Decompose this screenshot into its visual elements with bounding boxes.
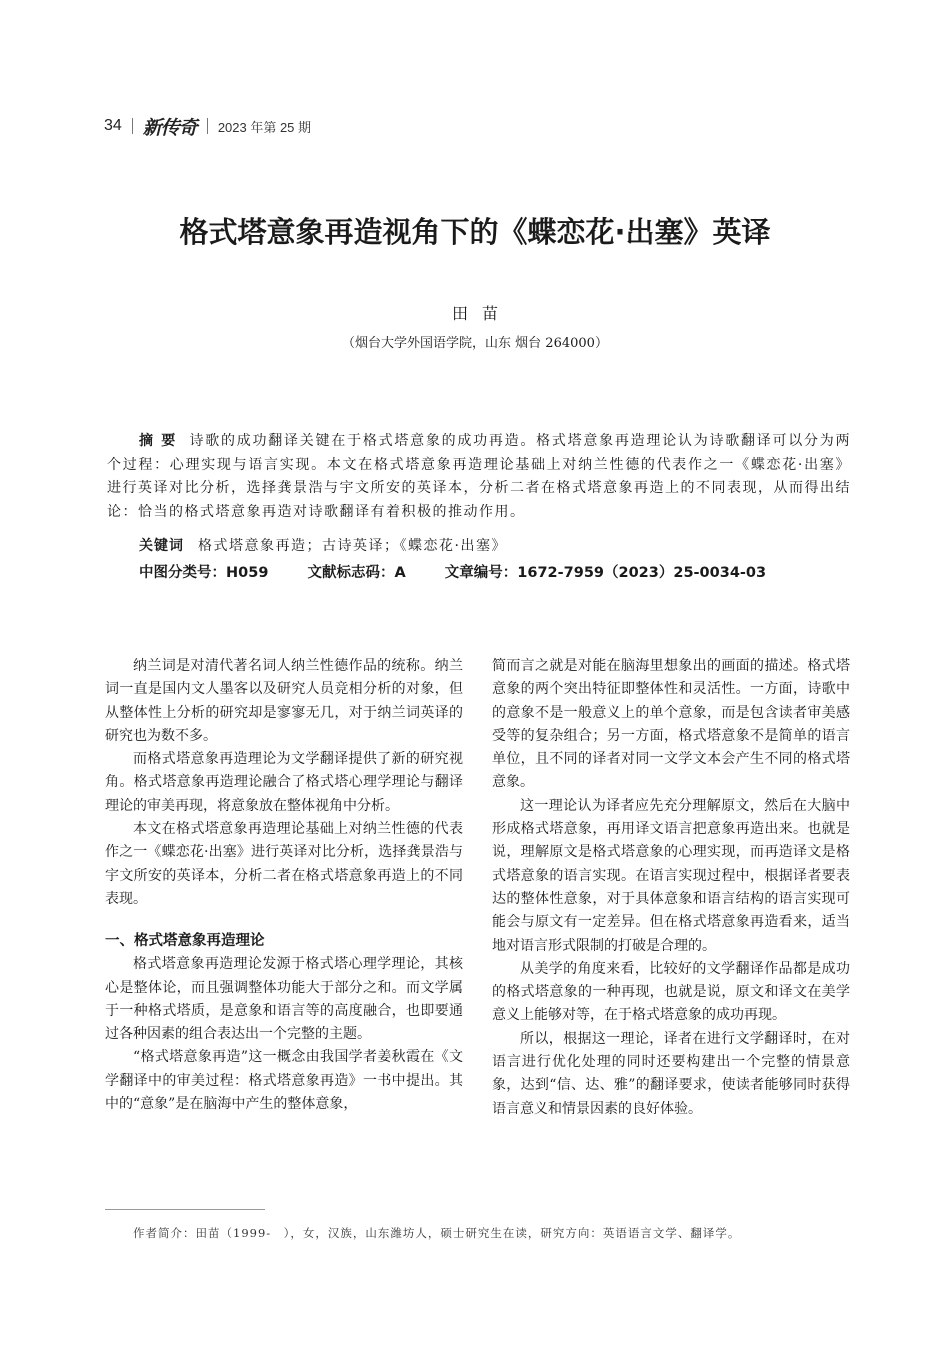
paragraph: “格式塔意象再造”这一概念由我国学者姜秋霞在《文学翻译中的审美过程：格式塔意象再造》一书中提出。其中的“意象”是在脑海中产生的整体意象， — [105, 1049, 463, 1113]
keywords — [139, 535, 507, 555]
page-number: 34 — [104, 117, 122, 134]
abstract-label: 摘要 — [139, 433, 184, 449]
paragraph: 从美学的角度来看，比较好的文学翻译作品都是成功的格式塔意象的一种再现，也就是说，原文和译文在美学意义上能够对等，在于格式塔意象的成功再现。 — [492, 960, 850, 1024]
paragraph: 本文在格式塔意象再造理论基础上对纳兰性德的代表作之一《蝶恋花·出塞》进行英译对比分析，选择龚景浩与宇文所安的英译本，分析二者在格式塔意象再造上的不同表现。 — [105, 821, 463, 907]
abstract-text: 诗歌的成功翻译关键在于格式塔意象的成功再造。格式塔意象再造理论认为诗歌翻译可以分为两个过程：心理实现与语言实现。本文在格式塔意象再造理论基础上对纳兰性德的代表作之一《蝶恋花·出塞》进行英译对比分析，选择龚景浩与宇文所安的英译本，分析二者在格式塔意象再造上的不同表现，从而得出结论：恰当的格式塔意象再造对诗歌翻译有着积极的推动作用。 — [107, 433, 852, 520]
author-footnote: 作者简介：田苗（1999- ），女，汉族，山东潍坊人，硕士研究生在读，研究方向：英语语言文学、翻译学。 — [133, 1226, 741, 1240]
article-id: 文章编号：1672-7959（2023）25-0034-03 — [444, 565, 767, 581]
paragraph: 所以，根据这一理论，译者在进行文学翻译时，在对语言进行优化处理的同时还要构建出一个完整的情景意象，达到“信、达、雅”的翻译要求，使读者能够同时获得语言意义和情景因素的良好体验。 — [492, 1030, 850, 1117]
article-title: 格式塔意象再造视角下的《蝶恋花·出塞》英译 — [179, 215, 771, 249]
body-column-right — [492, 655, 850, 1121]
paragraph: 纳兰词是对清代著名词人纳兰性德作品的统称。纳兰词一直是国内文人墨客以及研究人员竞相分析的对象，但从整体性上分析的研究却是寥寥无几，对于纳兰词英译的研究也为数不多。 — [105, 658, 463, 744]
paragraph: 格式塔意象再造理论发源于格式塔心理学理论，其核心是整体论，而且强调整体功能大于部分之和。而文学属于一种格式塔质，是意象和语言等的高度融合，也即要通过各种因素的组合表达出一个完整的主题。 — [105, 956, 463, 1043]
issue-label: 2023 年第 25 期 — [217, 119, 312, 135]
journal-logo: 新传奇 — [142, 116, 197, 139]
section-heading: 一、格式塔意象再造理论 — [105, 933, 265, 950]
classification-line — [139, 561, 766, 582]
keywords-label: 关键词 — [139, 538, 184, 554]
abstract — [107, 430, 851, 524]
author-affiliation: （烟台大学外国语学院，山东 烟台 264000） — [342, 336, 608, 351]
paragraph-continued: 简而言之就是对能在脑海里想象出的画面的描述。格式塔意象的两个突出特征即整体性和灵活性。一方面，诗歌中的意象不是一般意义上的单个意象，而是包含读者审美感受等的复杂组合；另一方面，格式塔意象不是简单的语言单位，且不同的译者对同一文学文本会产生不同的格式塔意象。 — [492, 658, 850, 791]
author-name: 田苗 — [451, 304, 512, 323]
header-divider — [132, 118, 133, 134]
keywords-text: 格式塔意象再造；古诗英译；《蝶恋花·出塞》 — [198, 538, 507, 554]
clc-number: 中图分类号：H059 — [139, 565, 269, 581]
running-header — [104, 112, 311, 140]
header-divider — [207, 118, 208, 134]
body-column-left — [105, 655, 463, 1116]
footnote-rule — [105, 1209, 265, 1210]
paragraph: 而格式塔意象再造理论为文学翻译提供了新的研究视角。格式塔意象再造理论融合了格式塔心理学理论与翻译理论的审美再现，将意象放在整体视角中分析。 — [105, 751, 463, 814]
paragraph: 这一理论认为译者应先充分理解原文，然后在大脑中形成格式塔意象，再用译文语言把意象再造出来。也就是说，理解原文是格式塔意象的心理实现，而再造译文是格式塔意象的语言实现。在语言实现过程中，根据译者要表达的整体性意象，对于具体意象和语言结构的语言实现可能会与原文有一定差异。但在格式塔意象再造看来，适当地对语言形式限制的打破是合理的。 — [492, 797, 850, 954]
document-code: 文献标志码：A — [307, 565, 406, 581]
